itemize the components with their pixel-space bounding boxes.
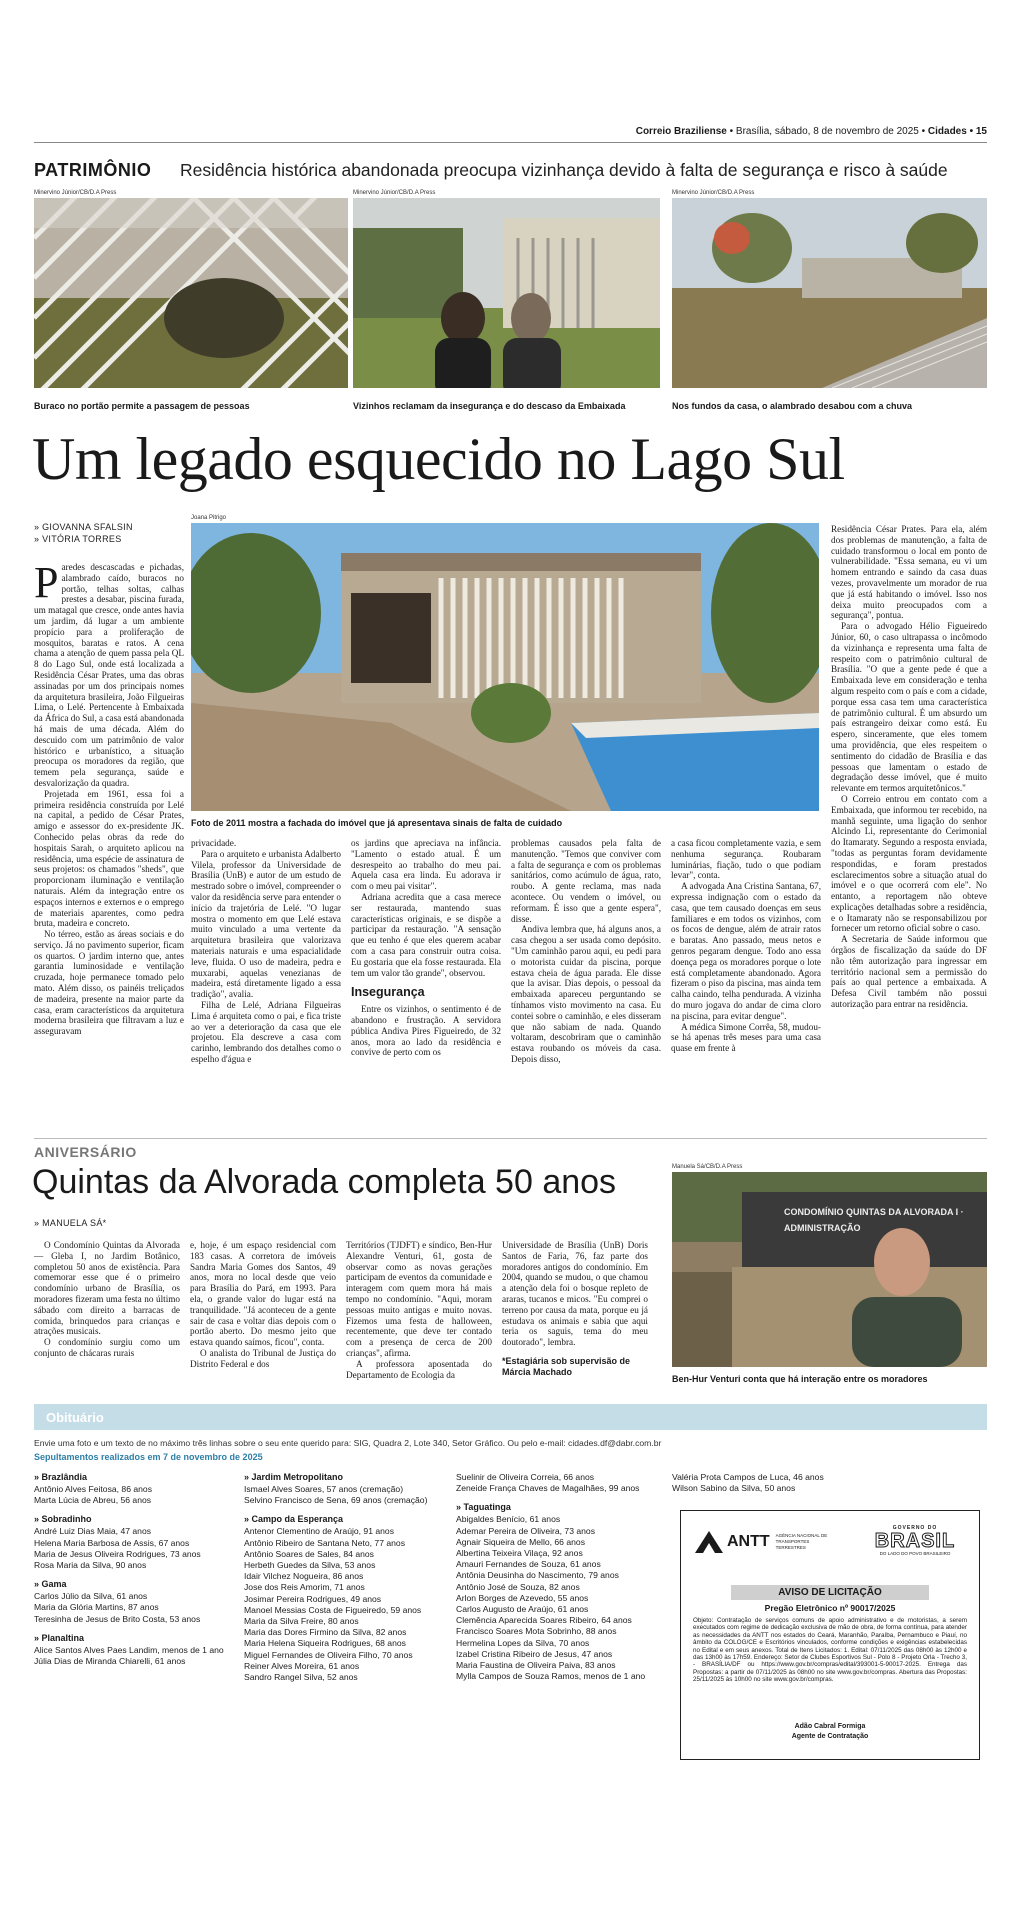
article-col-5: [671, 838, 821, 1054]
obit-entry: Abigaldes Benício, 61 anos: [456, 1514, 561, 1525]
obit-region: » Jardim Metropolitano: [244, 1472, 344, 1482]
obit-region: » Taguatinga: [456, 1502, 511, 1513]
byline-1: » GIOVANNA SFALSIN: [34, 522, 133, 532]
intern-note: *Estagiária sob supervisão de Márcia Machado: [502, 1355, 631, 1377]
main-photo-caption: Foto de 2011 mostra a fachada do imóvel que já apresentava sinais de falta de cuidado: [191, 818, 563, 828]
page-header: [636, 126, 987, 137]
obit-entry: Reiner Alves Moreira, 61 anos: [244, 1660, 360, 1671]
obit-entry: Zeneide França Chaves de Magalhães, 99 anos: [456, 1483, 640, 1494]
obit-entry: Amauri Fernandes de Souza, 61 anos: [456, 1559, 601, 1570]
aniversario-col-2: [190, 1240, 336, 1370]
obit-region: » Campo da Esperança: [244, 1514, 344, 1525]
obit-entry: Marta Lúcia de Abreu, 56 anos: [34, 1495, 152, 1506]
paragraph: A Secretaria de Saúde informou que órgãos de fiscalização da saúde do DF não têm autorização para ingressar em território nacional sem a permissão do país ao qual pertence a embaixada. A Defesa Civil também não possui autorização para entrar na residência.: [831, 934, 987, 1010]
obituario-col-1: [34, 1472, 229, 1667]
obit-entry: Helena Maria Barbosa de Assis, 67 anos: [34, 1537, 190, 1548]
drop-cap: P: [34, 558, 59, 607]
obit-entry: Maria da Silva Freire, 80 anos: [244, 1616, 359, 1627]
paragraph: e, hoje, é um espaço residencial com 183 casas. A corretora de imóveis Sandra Maria Gomes dos Santos, 49 anos, mora no local desde que veio para Brasília do Pará, em 1993. Para ela, o grande valor do lugar está na tranquilidade. "Já aconteceu de a gente sair de casa e voltar dias depois com o portão aberto. Do mesmo jeito que estava quando saímos, ficou", conta.: [190, 1240, 336, 1348]
paragraph: a casa ficou completamente vazia, e sem nenhuma segurança. Roubaram luminárias, fiação, tudo o que podiam levar", conta.: [671, 838, 821, 881]
antt-mark-icon: [695, 1531, 723, 1553]
obit-entry: Selvino Francisco de Sena, 69 anos (cremação): [244, 1495, 428, 1506]
byline-2: » VITÓRIA TORRES: [34, 534, 122, 544]
paragraph: aredes descascadas e pichadas, alambrado caído, buracos no portão, telhas soltas, calhas prestes a desabar, piscina furada, um matagal que cresce, onde antes havia um jardim, dá lugar a um ambiente propício para a proliferação de mosquitos, baratas e ratos. A cena chama a atenção de quem passa pela QL 8 do Lago Sul, onde está localizada a Residência César Prates, uma das obras assinadas por um dos principais nomes da arquitetura brasileira, João Filgueiras Lima, o Lelé. Pertencente à Embaixada da África do Sul, a casa está abandonada há mais de uma década. Além do descuido com um patrimônio de valor histórico e urbanístico, a situação preocupa os moradores da região, que temem pela segurança, saúde e desvalorização da quadra.: [34, 562, 184, 788]
page-number: • 15: [969, 126, 987, 137]
paragraph: privacidade.: [191, 838, 237, 848]
paragraph: Projetada em 1961, essa foi a primeira residência construída por Lelé na capital, a pedido de César Prates, amigo e assessor do ex-presidente JK. Conhecido pelas obras da rede do hospitais Sarah, o arquiteto aplicou na residência, uma espécie de assinatura de seus projetos: os chamados "sheds", que proporcionam iluminação e ventilação naturais. Além da integração entre os espaços internos e externos e o emprego de materiais aparentes, como pedra bruta, madeira e concreto.: [34, 788, 184, 929]
ad-signer: Adão Cabral Formiga: [794, 1723, 866, 1730]
obit-entry: Júlia Dias de Miranda Chiarelli, 61 anos: [34, 1656, 186, 1667]
obit-region: » Planaltina: [34, 1632, 85, 1643]
article-col-3: [351, 838, 501, 1058]
paragraph: os jardins que apreciava na infância. "Lamento o estado atual. É um desrespeito ao trabalho do meu pai. Aquela casa era linda. Eu adorava ir com o meu pai visitar".: [351, 838, 501, 892]
photo3-credit: Minervino Júnior/CB/D.A Press: [672, 190, 755, 196]
obituario-instructions: Envie uma foto e um texto de no máximo três linhas sobre o seu ente querido para: SIG, Quadra 2, Lote 340, Setor Gráfico. Ou pelo e-mail: cidades.df@dabr.com.br: [34, 1438, 662, 1448]
obit-entry: Herbeth Guedes da Silva, 53 anos: [244, 1560, 376, 1571]
obit-region: » Brazlândia: [34, 1472, 88, 1482]
obit-entry: Antônio Alves Feitosa, 86 anos: [34, 1484, 153, 1494]
patrimonio-kicker: PATRIMÔNIO: [34, 160, 152, 180]
obituario-bar: [34, 1404, 987, 1430]
ad-subtitle: Pregão Eletrônico nº 90017/2025: [764, 1603, 896, 1613]
article-col-2: [191, 838, 341, 1065]
section-name: Cidades: [927, 126, 967, 137]
ad-signer-role: Agente de Contratação: [791, 1733, 869, 1740]
obit-entry: Maria das Dores Firmino da Silva, 82 anos: [244, 1627, 407, 1638]
paragraph: Adriana acredita que a casa merece ser restaurada, mantendo suas características originais, e se dispõe a participar da restauração. "A sensação que eu tenho é que eles querem acabar com a casa para construir outra coisa. Eu gostaria que ela fosse restaurada. Ela tem um valor tão grande", observou.: [351, 891, 501, 978]
photo-neighbors: [353, 198, 660, 388]
obit-entry: Ademar Pereira de Oliveira, 73 anos: [456, 1525, 596, 1536]
ad-body: Objeto: Contratação de serviços comuns de apoio administrativo e de motoristas, a serem executados com regime de dedicação exclusiva de mão de obra, de forma contínua, para atender as necessidades da ANTT nos estados do Ceará, Maranhão, Paraíba, Pernambuco e Piauí, no âmbito da COLOG/CE e Escritórios vinculados, conforme condições e exigências estabelecidas no Edital e em seus anexos. Total de Itens Licitados: 1. Edital: 07/11/2025 das 08h00 às 12h00 e das 13h00 às 17h59. Endereço: Setor de Clubes Esportivos Sul - Polo 8 - Projeto Orla - Trecho 3, - BRASÍLIA/DF ou https://www.gov.br/compras/edital/393001-5-90017-2025. Entrega das Propostas: a partir de 07/11/2025 às 08h00 no site www.gov.br/compras. Abertura das Propostas: 25/11/2025 às 10h00 no site www.gov.br/compras.: [693, 1617, 967, 1684]
obit-entry: Clemência Aparecida Soares Ribeiro, 64 anos: [456, 1615, 632, 1626]
photo-sign-text: CONDOMÍNIO QUINTAS DA ALVORADA I · ADMINISTRAÇÃO: [784, 1207, 964, 1233]
gov-top: GOVERNO DO: [892, 1525, 938, 1531]
paragraph: Residência César Prates. Para ela, além dos problemas de manutenção, a falta de cuidado transformou o local em ponto de vulnerabilidade. "Essa semana, eu vi um homem entrando e saindo da casa duas vezes, provavelmente um morador de rua que já está habitando o imóvel. Isso nos deixa muito preocupados com a segurança", pontua.: [831, 524, 987, 621]
photo1-caption: Buraco no portão permite a passagem de pessoas: [34, 401, 250, 411]
obit-entry: Arlon Borges de Azevedo, 55 anos: [456, 1592, 589, 1603]
photo-ben-hur: [672, 1172, 987, 1367]
obit-entry: Josimar Pereira Rodrigues, 49 anos: [244, 1593, 382, 1604]
photo2-credit: Minervino Júnior/CB/D.A Press: [353, 190, 436, 196]
section-divider: [34, 1138, 987, 1139]
obit-entry: André Luiz Dias Maia, 47 anos: [34, 1526, 152, 1537]
patrimonio-deck: Residência histórica abandonada preocupa vizinhança devido à falta de segurança e risco à saúde: [180, 160, 948, 180]
obituario-col-2: [244, 1472, 454, 1683]
photo-collapsed-fence: [672, 198, 987, 388]
gov-main: BRASIL: [874, 1530, 956, 1552]
paragraph: A médica Simone Corrêa, 58, mudou-se há apenas três meses para uma casa quase em frente à: [671, 1021, 821, 1054]
obit-entry: Maria Helena Siqueira Rodrigues, 68 anos: [244, 1638, 406, 1649]
photo1-credit: Minervino Júnior/CB/D.A Press: [34, 190, 117, 196]
obit-entry: Sandro Rangel Silva, 52 anos: [244, 1672, 358, 1683]
paragraph: O Condomínio Quintas da Alvorada — Gleba I, no Jardim Botânico, completou 50 anos de existência. Para comemorar esse que é o primeiro condomínio urbano de Brasília, os moradores fizeram uma festa no último sábado com direito a barracas de comida, brinquedos para crianças e atrações musicais.: [34, 1240, 180, 1337]
paragraph: Para o advogado Hélio Figueiredo Júnior, 60, o caso ultrapassa o incômodo da vizinhança e representa uma falta de respeito com o patrimônio cultural de Brasília. "O que a gente pede é que a Embaixada leve em consideração e tenha algum respeito com o país e com a cidade, porque essa casa tem uma característica de patrimônio cultural. É um absurdo um país estrangeiro deixar como está. Eu espero, sinceramente, que eles tomem uma providência, que eles respeitem o sentimento do cidadão de Brasília e das pessoas que lamentam o estado de degradação desse imóvel, que é muito relevante em termos arquitetônicos.": [831, 621, 987, 794]
aniversario-col-4: [502, 1240, 648, 1378]
photo2-caption: Vizinhos reclamam da insegurança e do descaso da Embaixada: [353, 401, 626, 411]
photo3-caption: Nos fundos da casa, o alambrado desabou com a chuva: [672, 401, 913, 411]
aniversario-kicker: ANIVERSÁRIO: [34, 1144, 137, 1160]
obit-entry: Miguel Fernandes de Oliveira Filho, 70 anos: [244, 1649, 413, 1660]
obit-entry: Idair Vilchez Nogueira, 86 anos: [244, 1571, 364, 1582]
dateline: • Brasília, sábado, 8 de novembro de 2025 •: [729, 126, 926, 137]
obituario-title: Obituário: [46, 1410, 104, 1425]
obit-entry: Antônio Soares de Sales, 84 anos: [244, 1548, 374, 1559]
antt-subname: AGÊNCIA NACIONAL DE TRANSPORTES TERRESTRES: [775, 1533, 828, 1550]
obit-entry: Antônio José de Souza, 82 anos: [456, 1581, 580, 1592]
obit-entry: Antenor Clementino de Araújo, 91 anos: [244, 1526, 395, 1537]
subhead-inseguranca: Insegurança: [351, 985, 425, 1000]
header-rule: [34, 142, 987, 143]
obit-entry: Izabel Cristina Ribeiro de Jesus, 47 anos: [456, 1648, 613, 1659]
article-col-1: [34, 558, 184, 1037]
obit-entry: Valéria Prota Campos de Luca, 46 anos: [672, 1472, 824, 1482]
licitacao-ad: [680, 1510, 980, 1760]
obit-entry: Jose dos Reis Amorim, 71 anos: [244, 1582, 365, 1593]
paragraph: O condomínio surgiu como um conjunto de chácaras rurais: [34, 1337, 180, 1358]
main-photo-credit: Joana Pitrigo: [191, 515, 227, 521]
article-col-4: [511, 838, 661, 1065]
antt-name: ANTT: [727, 1533, 770, 1550]
obit-entry: Rosa Maria da Silva, 90 anos: [34, 1560, 147, 1571]
obit-entry: Mylla Campos de Souza Ramos, menos de 1 ano: [456, 1671, 646, 1682]
ad-title: AVISO DE LICITAÇÃO: [731, 1585, 929, 1600]
aniversario-col-1: [34, 1240, 180, 1359]
obit-entry: Carlos Júlio da Silva, 61 anos: [34, 1591, 148, 1602]
paragraph: A advogada Ana Cristina Santana, 67, expressa indignação com o estado da casa, que tem causado doenças em seus familiares e em todos os vizinhos, com os focos de dengue, além de atrair ratos e baratas. Ano passado, meus netos e genros pegaram dengue. Todo ano essa doença pega os moradores porque o lote está completamente abandonado. Agora fizeram o piso da piscina, mas ainda tem calha caindo, telha pendurada. A vizinha do muro jogava do andar de cima cloro na piscina, para evitar dengue".: [671, 881, 821, 1021]
aniversario-col-3: [346, 1240, 492, 1380]
obituario-col-3: [456, 1472, 670, 1682]
paragraph: Territórios (TJDFT) e síndico, Ben-Hur Alexandre Venturi, 61, gosta de observar como as novas gerações participam de eventos da comunidade e interagem com quem mora há mais tempo no condomínio. "Aqui, moram pessoas muito antigas e muito novas. Fizemos uma festa de halloween, recentemente, que deve ter contado com a presença de cerca de 200 crianças", afirma.: [346, 1240, 492, 1358]
paper-name: Correio Braziliense: [635, 126, 727, 137]
gov-logo: [865, 1525, 965, 1556]
obit-entry: Antônia Deusinha do Nascimento, 79 anos: [456, 1570, 619, 1581]
aniversario-headline: Quintas da Alvorada completa 50 anos: [32, 1163, 617, 1201]
gov-sub: DO LADO DO POVO BRASILEIRO: [879, 1551, 951, 1556]
paragraph: No térreo, estão as áreas sociais e do serviço. Já no pavimento superior, ficam os quartos. O jardim interno que, antes garantia luminosidade e ventilação cruzada, hoje permanece tomado pelo mato. Além disso, os painéis treliçados de madeira, presente na maior parte da casa, eram característicos da arquitetura moderna brasileira que filtravam a luz e asseguravam: [34, 929, 184, 1037]
paragraph: Universidade de Brasília (UnB) Doris Santos de Faria, 76, faz parte dos moradores antigos do condomínio. Em 2004, quando se mudou, o que chamou a atenção dela foi o bosque repleto de araras, tucanos e micos. "Eu comprei o terreno por causa da mata, porque eu já estudava os animais e sabia que aqui teria os saguis, tema do meu doutorado", lembra.: [502, 1240, 648, 1348]
obit-entry: Albertina Teixeira Vilaça, 92 anos: [456, 1548, 583, 1559]
obit-entry: Ismael Alves Soares, 57 anos (cremação): [244, 1484, 404, 1494]
obit-entry: Antônio Ribeiro de Santana Neto, 77 anos: [244, 1537, 406, 1548]
paragraph: O Correio entrou em contato com a Embaixada, que informou ter recebido, na manhã seguinte, uma ligação do senhor Alcindo Li, representante do Cerimonial do Itamaraty. Segundo a resposta enviada, "todas as perguntas foram devidamente respondidas, e foram prestados esclarecimentos sobre a situação atual do imóvel e o que ocorrerá com ele". No entanto, a reportagem não obteve explicações detalhadas sobre a residência, e o Itamaraty não se responsabilizou por fornecer um retorno oficial sobre o caso.: [831, 793, 987, 934]
paragraph: problemas causados pela falta de manutenção. "Temos que conviver com a falta de segurança e com os problemas sanitários, como acúmulo de água, rato, roubo. A gente reclama, mas nada acontece. Ou vendem o imóvel, ou reformam. É isso que a gente espera", disse.: [511, 838, 661, 924]
paragraph: Entre os vizinhos, o sentimento é de abandono e frustração. A servidora pública Andiva Pires Figueiredo, de 32 anos, mora ao lado da residência e convive de perto com os: [351, 1004, 501, 1058]
main-photo-house: [191, 523, 819, 811]
obituario-col-4: [672, 1472, 987, 1494]
paragraph: Filha de Lelé, Adriana Filgueiras Lima é arquiteta como o pai, e fica triste ao ver a deterioração da casa que ele projetou. Ela descreve a casa com carinho, lembrando dos detalhes como o espelho d'água e: [191, 999, 341, 1064]
paragraph: Andiva lembra que, há alguns anos, a casa chegou a ser usada como depósito. "Um caminhão parou aqui, eu pedi para o motorista cuidar da piscina, porque estava cheia de água parada. Ele disse que la avisar. Dias depois, o pessoal da embaixada apareceu perguntando se tínhamos visto movimento na casa. Eu contei sobre o caminhão, e eles disseram que não sabiam de nada. Quando voltaram, descobriram que o caminhão estava roubando os móveis da casa. Depois disso,: [511, 924, 661, 1064]
aniversario-byline: » MANUELA SÁ*: [34, 1218, 107, 1228]
obit-entry: Agnair Siqueira de Mello, 66 anos: [456, 1536, 585, 1547]
obit-region: » Sobradinho: [34, 1514, 92, 1525]
obit-entry: Teresinha de Jesus de Brito Costa, 53 anos: [34, 1613, 201, 1624]
antt-logo: [695, 1531, 838, 1553]
aniversario-photo-credit: Manuela Sá/CB/D.A Press: [672, 1164, 743, 1170]
paragraph: Para o arquiteto e urbanista Adalberto Vilela, professor da Universidade de Brasília (UnB) e autor de um estudo de mestrado sobre o imóvel, compreender o valor da residência serve para entender o início da trajetória de Lelé. "O lugar mostra o momento em que Lelé estava muito vinculado a uma vertente da arquitetura brasileira que valorizava materiais naturais e uma espacialidade leve, fluida. O uso de madeira, pedra e muxarabi, aquelas venezianas de madeira, está diretamente ligado a essa tradição", avalia.: [191, 848, 342, 1000]
obit-entry: Suelinir de Oliveira Correia, 66 anos: [456, 1472, 595, 1482]
article-col-6: [831, 524, 987, 1010]
obit-entry: Francisco Soares Mota Sobrinho, 88 anos: [456, 1626, 617, 1637]
obit-entry: Alice Santos Alves Paes Landim, menos de 1 ano: [34, 1644, 224, 1655]
obit-entry: Maria de Jesus Oliveira Rodrigues, 73 anos: [34, 1548, 201, 1559]
photo-broken-gate: [34, 198, 348, 388]
obit-entry: Maria da Glória Martins, 87 anos: [34, 1602, 159, 1613]
paragraph: A professora aposentada do Departamento de Ecologia da: [346, 1358, 492, 1380]
obit-entry: Maria Faustina de Oliveira Paiva, 83 anos: [456, 1660, 616, 1671]
obit-region: » Gama: [34, 1579, 67, 1590]
obit-entry: Manoel Messias Costa de Figueiredo, 59 anos: [244, 1604, 422, 1615]
aniversario-photo-caption: Ben-Hur Venturi conta que há interação entre os moradores: [672, 1374, 928, 1384]
paragraph: O analista do Tribunal de Justiça do Distrito Federal e dos: [190, 1347, 336, 1369]
obit-entry: Wilson Sabino da Silva, 50 anos: [672, 1483, 796, 1494]
obit-entry: Carlos Augusto de Araújo, 61 anos: [456, 1604, 589, 1615]
obituario-subtitle: Sepultamentos realizados em 7 de novembro de 2025: [34, 1452, 263, 1462]
obit-entry: Hermelina Lopes da Silva, 70 anos: [456, 1637, 590, 1648]
patrimonio-headline: Um legado esquecido no Lago Sul: [32, 426, 845, 492]
